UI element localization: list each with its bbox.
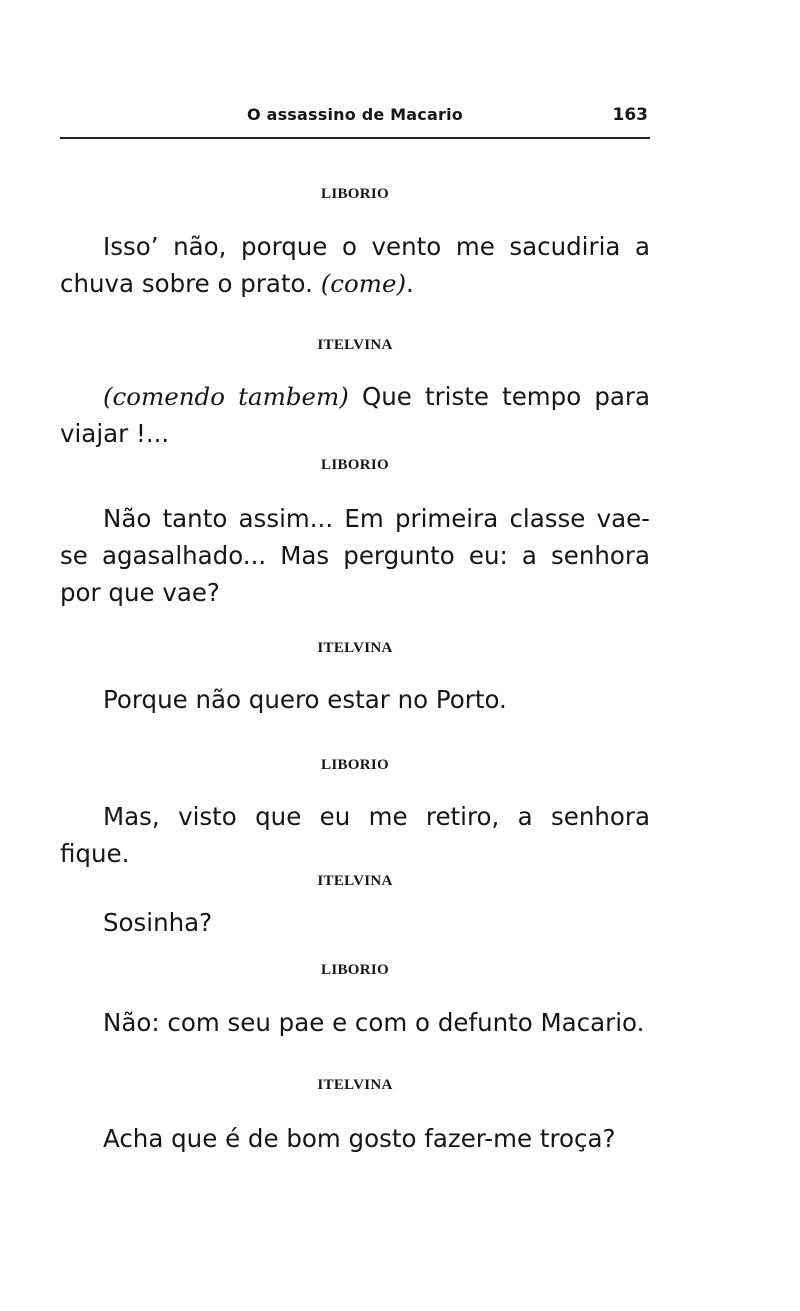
speech-line: Sosinha?: [103, 908, 213, 937]
speech-line: (comendo tambem) Que triste tempo para viajar !...: [60, 382, 650, 448]
speech-line: Porque não quero estar no Porto.: [103, 685, 507, 714]
stage-direction: (come): [320, 269, 407, 298]
speaker-label: ITELVINA: [317, 873, 393, 889]
speech-line: Mas, visto que eu me retiro, a senhora fique.: [60, 802, 650, 868]
header-rule: [60, 137, 650, 139]
speaker-label: LIBORIO: [321, 457, 389, 473]
speech-line: Não: com seu pae e com o defunto Macario.: [103, 1008, 645, 1037]
speech-line: Isso’ não, porque o vento me sacudiria a chuva sobre o prato. (come).: [60, 232, 650, 298]
stage-direction: (comendo tambem): [103, 382, 349, 411]
speaker-label: LIBORIO: [321, 962, 389, 978]
speech-line: Acha que é de bom gosto fazer-me troça?: [103, 1124, 616, 1153]
speaker-label: ITELVINA: [317, 1077, 393, 1093]
page-number: 163: [612, 105, 648, 125]
speaker-label: LIBORIO: [321, 186, 389, 202]
running-header: [60, 102, 650, 132]
speaker-label: LIBORIO: [321, 757, 389, 773]
speaker-label: ITELVINA: [317, 640, 393, 656]
book-title: O assassino de Macario: [247, 105, 463, 124]
speech-line: Não tanto assim... Em primeira classe vae-se agasalhado... Mas pergunto eu: a senhora por que vae?: [60, 504, 650, 607]
speaker-label: ITELVINA: [317, 337, 393, 353]
